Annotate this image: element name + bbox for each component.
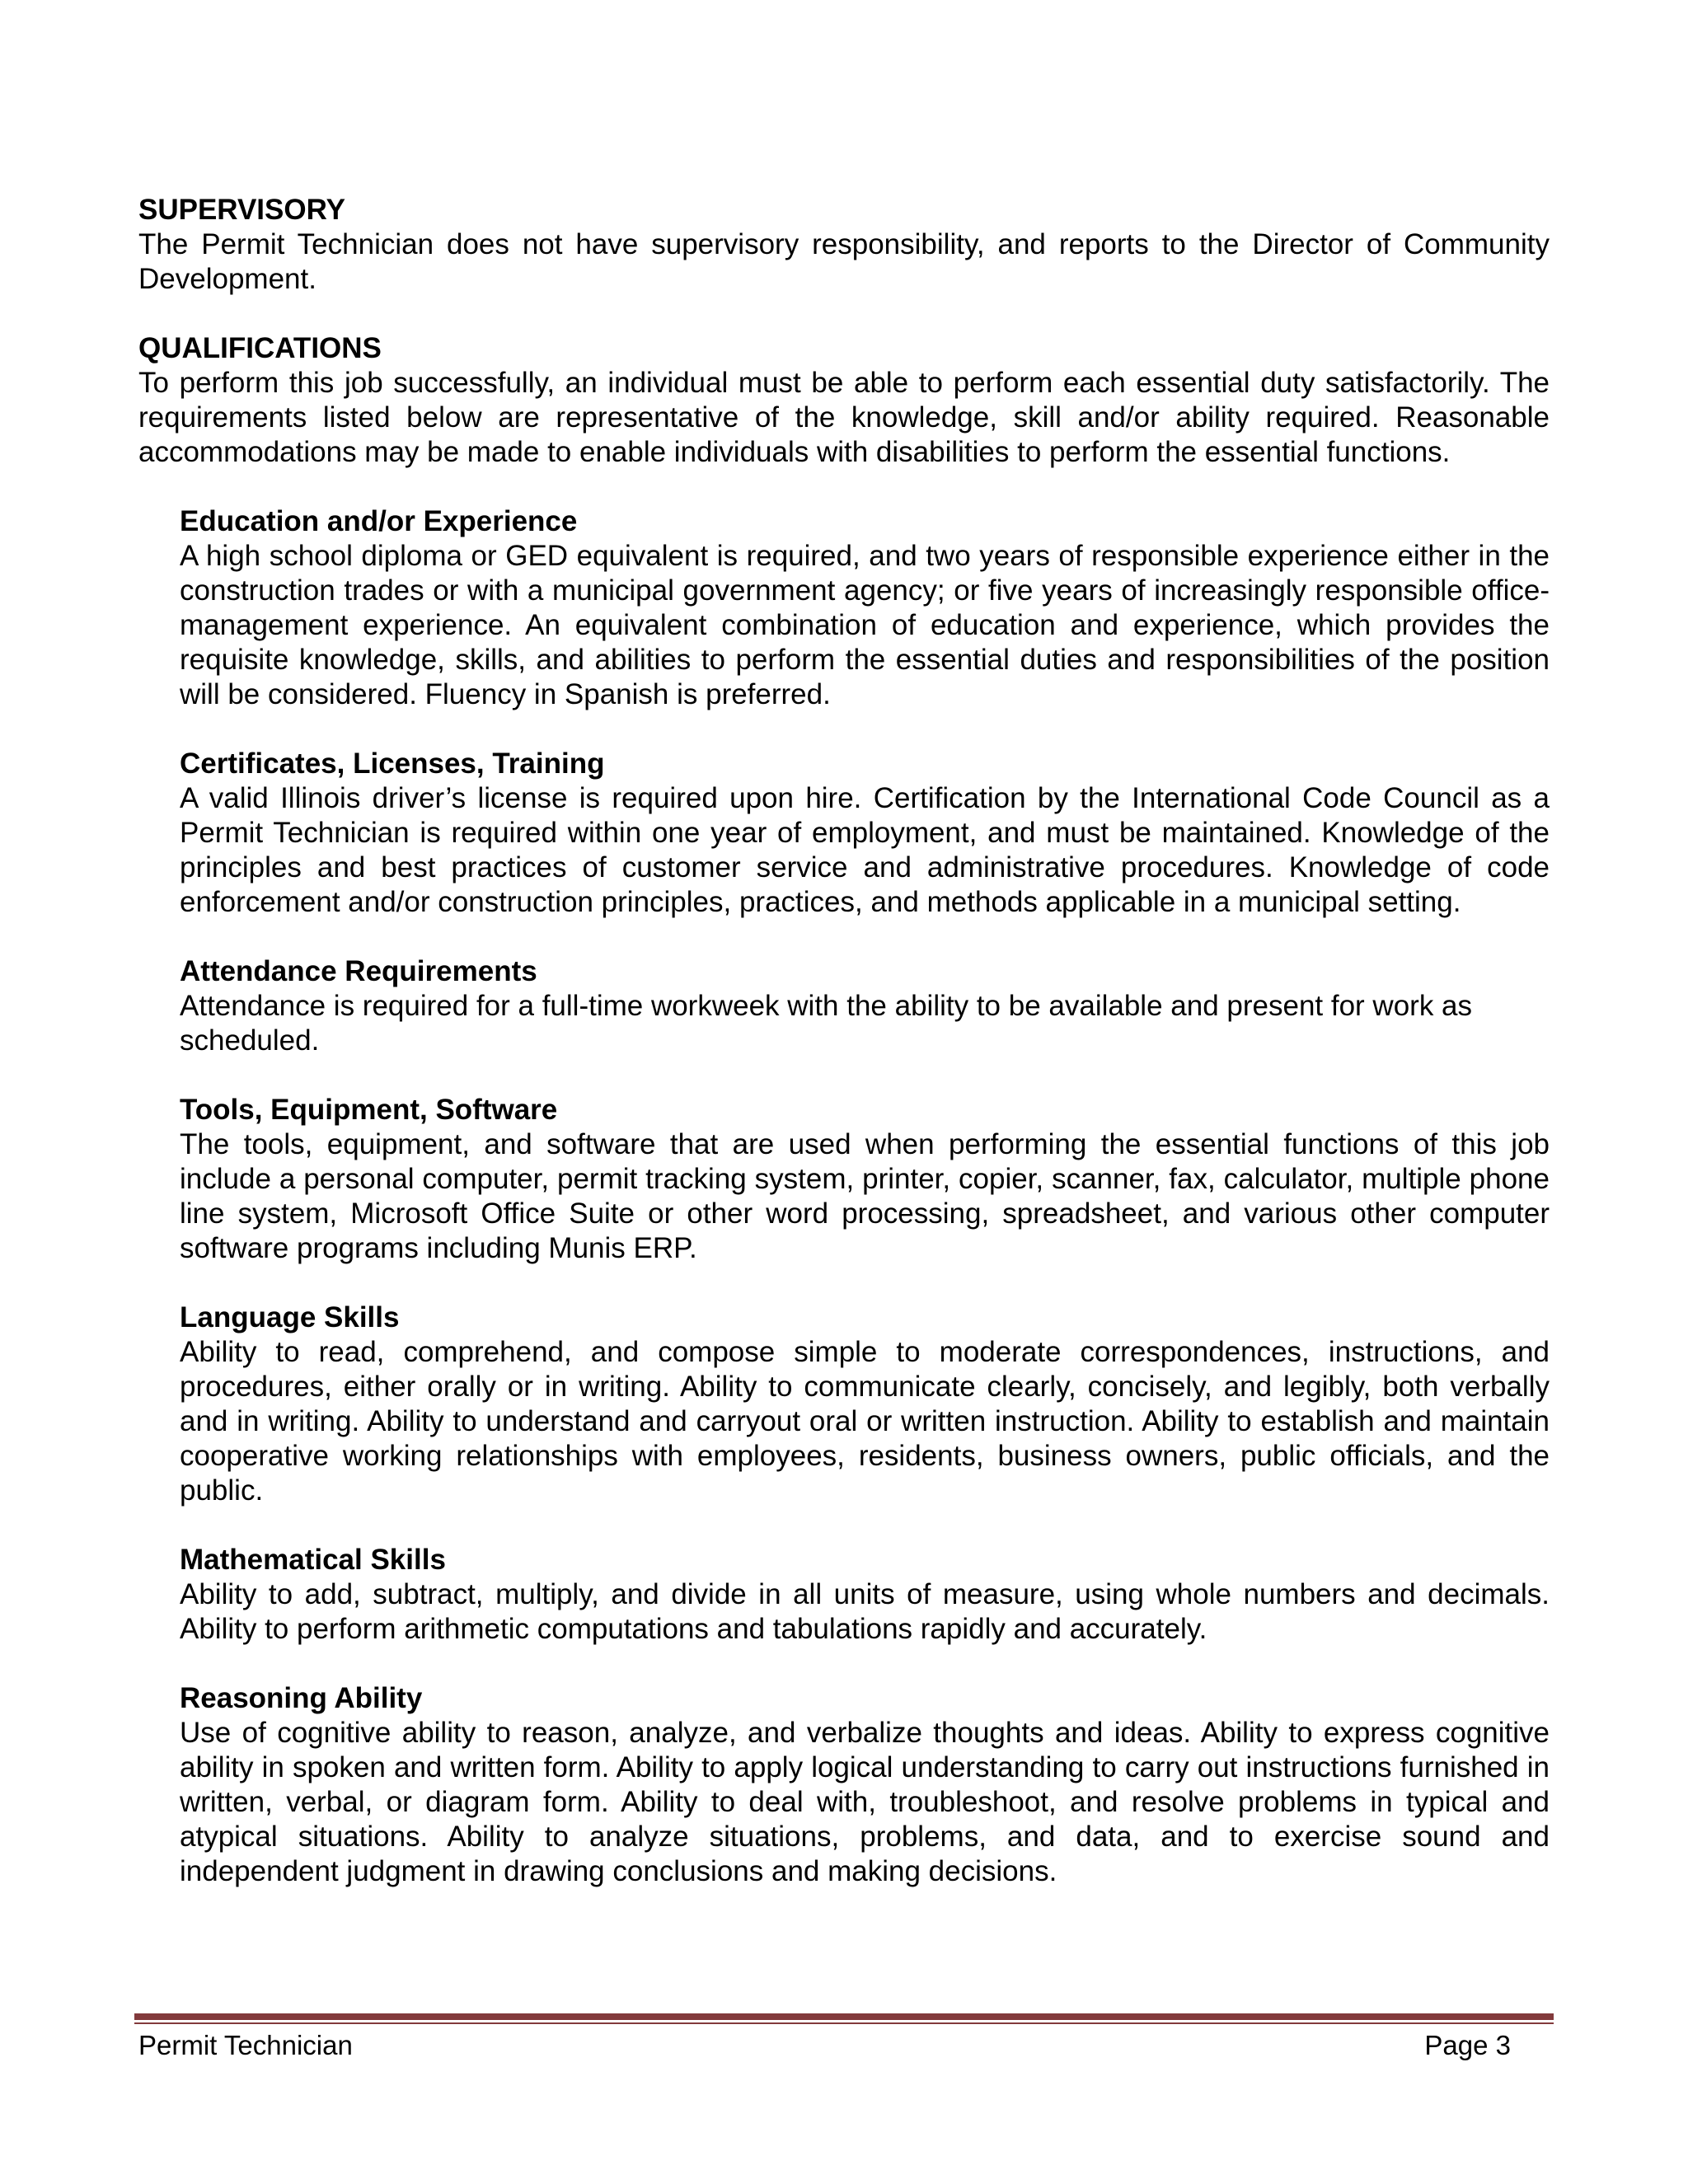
subsection-heading: Tools, Equipment, Software (180, 1094, 558, 1126)
subsection-education (180, 504, 1550, 712)
subsection-heading: Mathematical Skills (180, 1544, 446, 1576)
footer-divider-thick (134, 2013, 1554, 2020)
subsection-certificates (180, 747, 1550, 920)
subsection-reasoning (180, 1681, 1550, 1889)
subsection-paragraph: Use of cognitive ability to reason, analyze, and verbalize thoughts and ideas. Ability to express cognitive ability in spoken and written form. Ability to apply logical understanding to carry out instructions furnished in written, verbal, or diagram form. Ability to deal with, troubleshoot, and resolve problems in typical and atypical situations. Ability to analyze situations, problems, and data, and to exercise sound and independent judgment in drawing conclusions and making decisions. (180, 1717, 1550, 1887)
subsection-tools (180, 1093, 1550, 1266)
subsection-paragraph: A valid Illinois driver’s license is required upon hire. Certification by the International Code Council as a Permit Technician is required within one year of employment, and must be maintained. Knowledge of the principles and best practices of customer service and administrative procedures. Knowledge of code enforcement and/or construction principles, practices, and methods applicable in a municipal setting. (180, 782, 1550, 918)
footer-divider-thin (134, 2022, 1554, 2024)
section-paragraph: The Permit Technician does not have supervisory responsibility, and reports to the Director of Community Development. (138, 228, 1550, 295)
footer-divider (134, 2013, 1554, 2025)
subsection-paragraph: Ability to add, subtract, multiply, and divide in all units of measure, using whole numbers and decimals. Ability to perform arithmetic computations and tabulations rapidly and accurately. (180, 1578, 1550, 1645)
subsection-heading: Reasoning Ability (180, 1682, 423, 1714)
section-heading: QUALIFICATIONS (138, 332, 382, 364)
subsection-paragraph: The tools, equipment, and software that are used when performing the essential functions of this job include a personal computer, permit tracking system, printer, copier, scanner, fax, calculator, multiple phone line system, Microsoft Office Suite or other word processing, spreadsheet, and various other computer software programs including Munis ERP. (180, 1128, 1550, 1264)
section-paragraph: To perform this job successfully, an individual must be able to perform each essential duty satisfactorily. The requirements listed below are representative of the knowledge, skill and/or ability required. Reasonable accommodations may be made to enable individuals with disabilities to perform the essential functions. (138, 367, 1550, 468)
subsection-heading: Certificates, Licenses, Training (180, 748, 605, 780)
subsection-paragraph: Ability to read, comprehend, and compose simple to moderate correspondences, instructions, and procedures, either orally or in writing. Ability to communicate clearly, concisely, and legibly, both verbally and in writing. Ability to understand and carryout oral or written instruction. Ability to establish and maintain cooperative working relationships with employees, residents, business owners, public officials, and the public. (180, 1336, 1550, 1507)
subsection-heading: Education and/or Experience (180, 505, 578, 537)
document-body (138, 193, 1550, 1889)
subsection-heading: Language Skills (180, 1301, 400, 1333)
section-heading: SUPERVISORY (138, 194, 345, 226)
subsection-paragraph: A high school diploma or GED equivalent is required, and two years of responsible experience either in the construction trades or with a municipal government agency; or five years of increasingly responsible office-management experience. An equivalent combination of education and experience, which provides the requisite knowledge, skills, and abilities to perform the essential duties and responsibilities of the position will be considered. Fluency in Spanish is preferred. (180, 540, 1550, 710)
subsection-math (180, 1543, 1550, 1647)
subsection-attendance (180, 954, 1550, 1058)
footer-page-number: Page 3 (1424, 2030, 1511, 2060)
subsection-heading: Attendance Requirements (180, 955, 537, 987)
footer-document-title: Permit Technician (138, 2030, 353, 2060)
subsection-language (180, 1301, 1550, 1508)
subsection-paragraph: Attendance is required for a full-time workweek with the ability to be available and present for work as scheduled. (180, 990, 1473, 1057)
section-qualifications (138, 331, 1550, 470)
section-supervisory (138, 193, 1550, 297)
